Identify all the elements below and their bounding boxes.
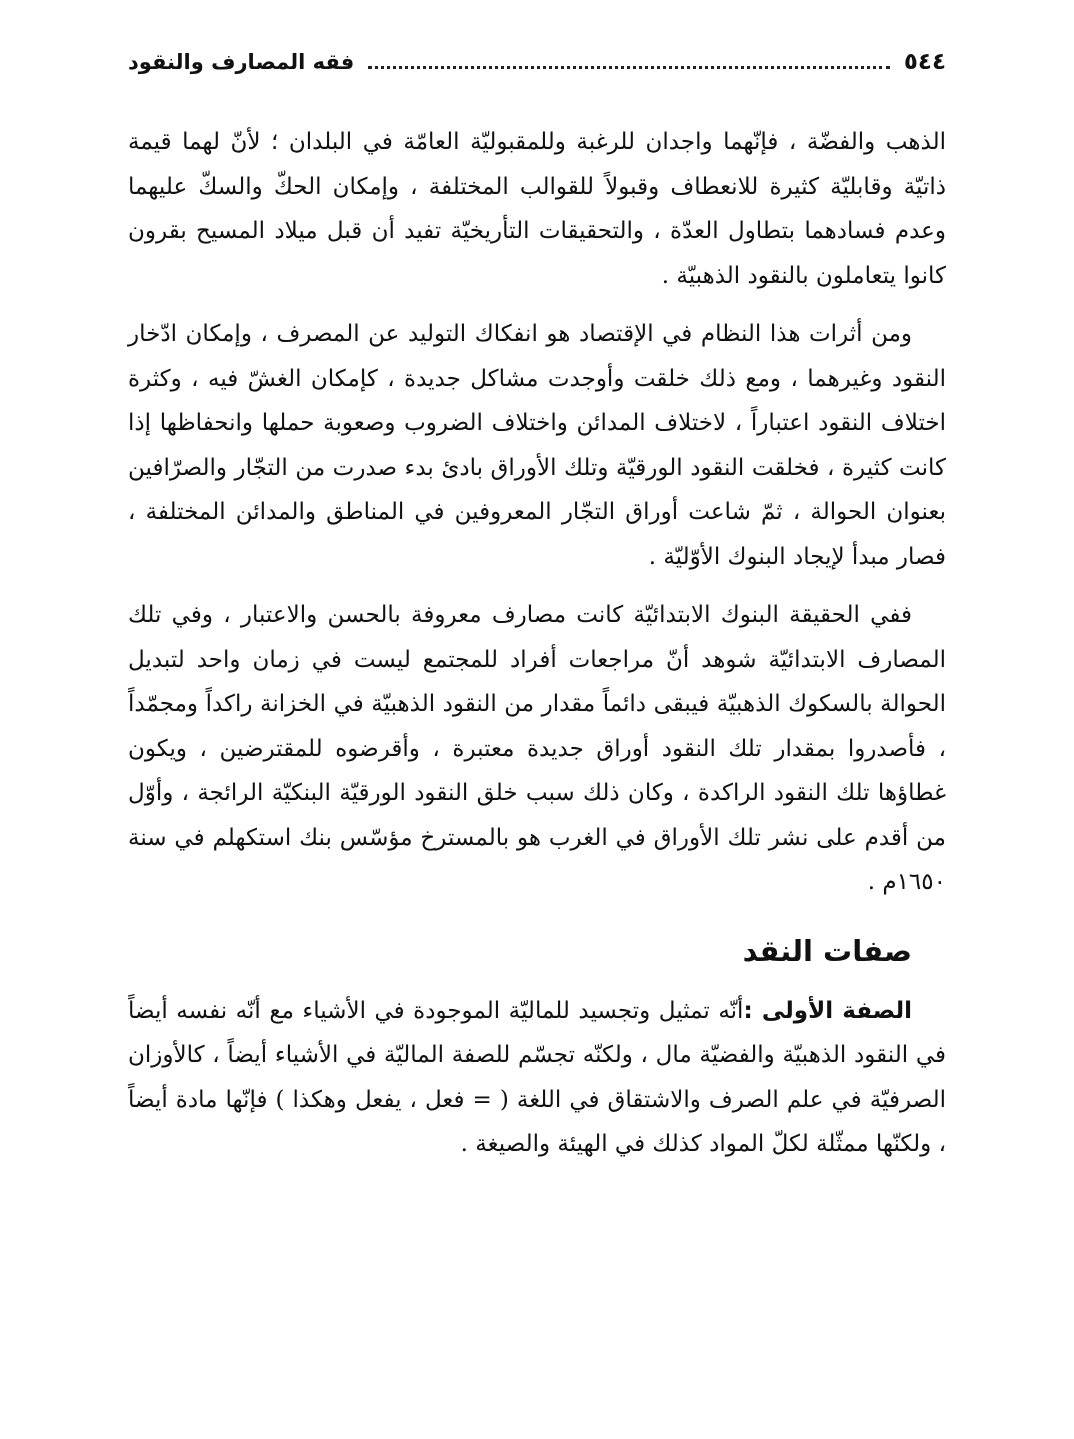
first-trait-label: الصفة الأولى : (743, 997, 912, 1024)
header-dot-leader (368, 66, 890, 69)
page-header (128, 42, 946, 82)
body-text (128, 120, 946, 1167)
section-heading: صفات النقد (742, 933, 912, 968)
first-trait-text: أنّه تمثيل وتجسيد للماليّة الموجودة في الأشياء مع أنّه نفسه أيضاً في النقود الذهبيّة والفضيّة مال ، ولكنّه تجسّم للصفة الماليّة في الأشياء أيضاً ، كالأوزان الصرفيّة في علم الصرف والاشتقاق في اللغة ( = فعل ، يفعل وهكذا ) فإنّها مادة أيضاً ، ولكنّها ممثّلة لكلّ المواد كذلك في الهيئة والصيغة . (128, 997, 946, 1157)
paragraph-gold-silver: الذهب والفضّة ، فإنّهما واجدان للرغبة وللمقبوليّة العامّة في البلدان ؛ لأنّ لهما قيمة ذاتيّة وقابليّة كثيرة للانعطاف وقبولاً للقوالب المختلفة ، وإمكان الحكّ والسكّ عليهما وعدم فسادهما بتطاول العدّة ، والتحقيقات التأريخيّة تفيد أن قبل ميلاد المسيح بقرون كانوا يتعاملون بالنقود الذهبيّة . (128, 129, 946, 289)
page (128, 42, 946, 1181)
paragraph-system-effects: ومن أثرات هذا النظام في الإقتصاد هو انفكاك التوليد عن المصرف ، وإمكان ادّخار النقود وغيرهما ، ومع ذلك خلقت وأوجدت مشاكل جديدة ، كإمكان الغشّ فيه ، وكثرة اختلاف النقود اعتباراً ، لاختلاف المدائن واختلاف الضروب وصعوبة حملها وانحفاظها إذا كانت كثيرة ، فخلقت النقود الورقيّة وتلك الأوراق بادئ بدء صدرت من التجّار والصرّافين بعنوان الحوالة ، ثمّ شاعت أوراق التجّار المعروفين في المناطق والمدائن المختلفة ، فصار مبدأ لإيجاد البنوك الأوّليّة . (128, 321, 946, 570)
page-number: ٥٤٤ (903, 49, 946, 75)
paragraph-early-banks: ففي الحقيقة البنوك الابتدائيّة كانت مصارف معروفة بالحسن والاعتبار ، وفي تلك المصارف الابتدائيّة شوهد أنّ مراجعات أفراد للمجتمع ليست في زمان واحد لتبديل الحوالة بالسكوك الذهبيّة فيبقى دائماً مقدار من النقود الذهبيّة في الخزانة راكداً ومجمّداً ، فأصدروا بمقدار تلك النقود أوراق جديدة معتبرة ، وأقرضوه للمقترضين ، ويكون غطاؤها تلك النقود الراكدة ، وكان ذلك سبب خلق النقود الورقيّة البنكيّة الرائجة ، وأوّل من أقدم على نشر تلك الأوراق في الغرب هو بالمسترخ مؤسّس بنك استكهلم في سنة ١٦٥٠م . (128, 602, 946, 895)
running-title: فقه المصارف والنقود (128, 50, 355, 74)
paragraph-first-trait (128, 989, 946, 1167)
